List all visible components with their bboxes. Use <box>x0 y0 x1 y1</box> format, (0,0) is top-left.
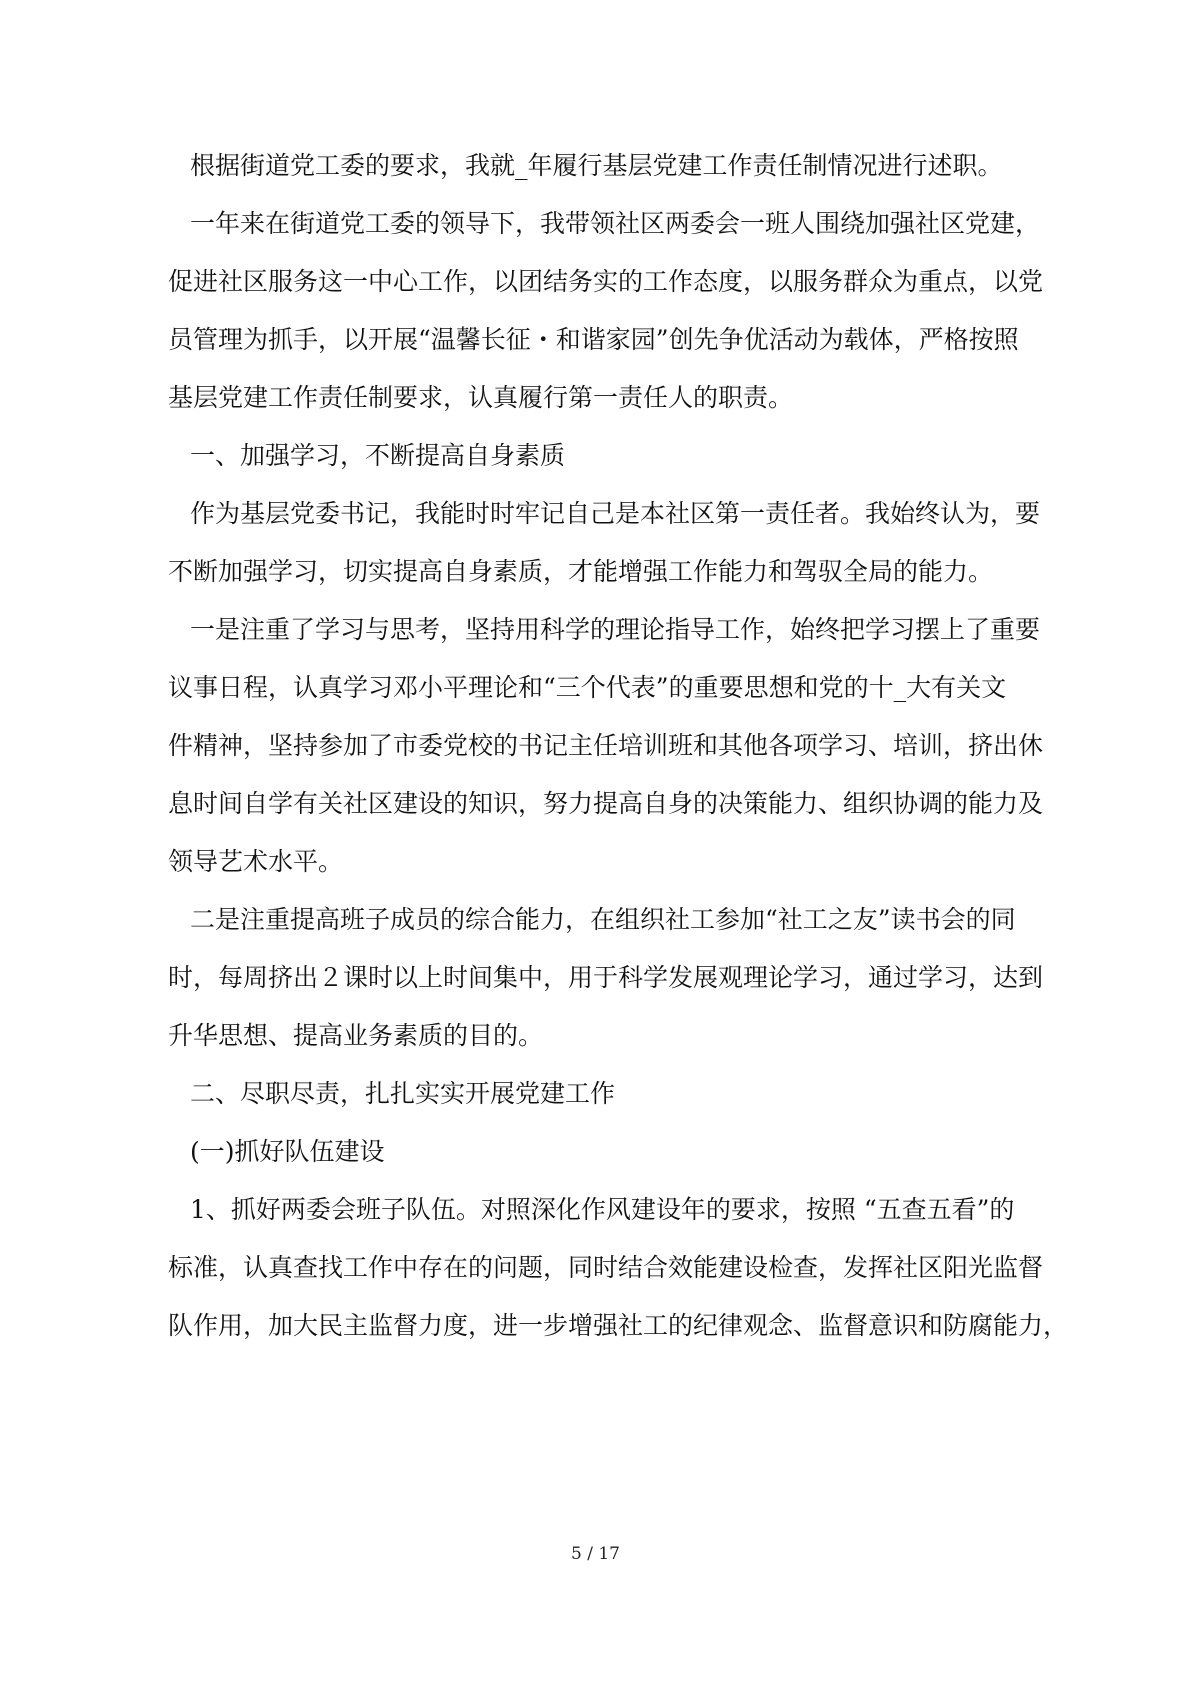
paragraph-line: 根据街道党工委的要求，我就_年履行基层党建工作责任制情况进行述职。 <box>190 151 1003 180</box>
paragraph-line: 时，每周挤出２课时以上时间集中，用于科学发展观理论学习，通过学习，达到 <box>168 963 1044 992</box>
paragraph-line: 基层党建工作责任制要求，认真履行第一责任人的职责。 <box>168 383 794 412</box>
subsection-heading: (一)抓好队伍建设 <box>190 1137 385 1166</box>
paragraph-line: 队作用，加大民主监督力度，进一步增强社工的纪律观念、监督意识和防腐能力， <box>168 1311 1069 1340</box>
paragraph-line: 件精神，坚持参加了市委党校的书记主任培训班和其他各项学习、培训，挤出休 <box>168 731 1044 760</box>
paragraph-line: 升华思想、提高业务素质的目的。 <box>168 1021 544 1050</box>
paragraph-line: 一年来在街道党工委的领导下，我带领社区两委会一班人围绕加强社区党建， <box>190 209 1041 238</box>
paragraph-line: 标准，认真查找工作中存在的问题，同时结合效能建设检查，发挥社区阳光监督 <box>168 1253 1044 1282</box>
paragraph-line: 促进社区服务这一中心工作，以团结务实的工作态度，以服务群众为重点，以党 <box>168 267 1044 296</box>
paragraph-line: 作为基层党委书记，我能时时牢记自己是本社区第一责任者。我始终认为，要 <box>190 499 1041 528</box>
paragraph-line: 领导艺术水平。 <box>168 847 344 876</box>
section-heading: 二、尽职尽责，扎扎实实开展党建工作 <box>190 1079 616 1108</box>
paragraph-line: 一是注重了学习与思考，坚持用科学的理论指导工作，始终把学习摆上了重要 <box>190 615 1041 644</box>
paragraph-line: 议事日程，认真学习邓小平理论和“三个代表”的重要思想和党的十_大有关文 <box>168 673 1007 702</box>
paragraph-line: 1、抓好两委会班子队伍。对照深化作风建设年的要求，按照 “五查五看”的 <box>190 1195 1015 1224</box>
paragraph-line: 二是注重提高班子成员的综合能力，在组织社工参加“社工之友”读书会的同 <box>190 905 1016 934</box>
paragraph-line: 不断加强学习，切实提高自身素质，才能增强工作能力和驾驭全局的能力。 <box>168 557 994 586</box>
section-heading: 一、加强学习，不断提高自身素质 <box>190 441 566 470</box>
paragraph-line: 员管理为抓手，以开展“温馨长征・和谐家园”创先争优活动为载体，严格按照 <box>168 325 1019 354</box>
paragraph-line: 息时间自学有关社区建设的知识，努力提高自身的决策能力、组织协调的能力及 <box>168 789 1044 818</box>
page-number: 5 / 17 <box>571 1544 620 1564</box>
